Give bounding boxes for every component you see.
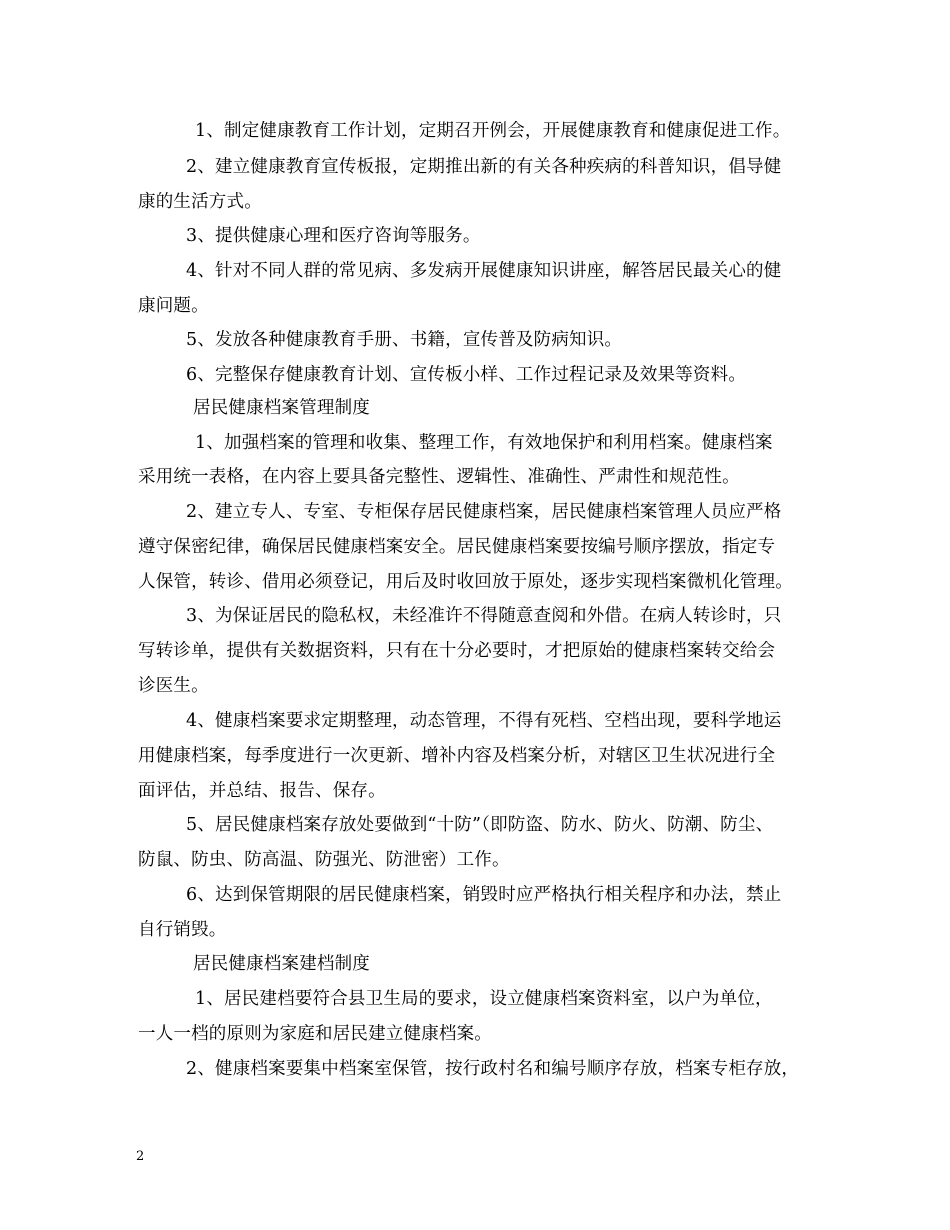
section-heading: 居民健康档案管理制度 (193, 398, 370, 418)
text-line: 写转诊单，提供有关数据资料，只有在十分必要时，才把原始的健康档案转交给会 (138, 641, 776, 661)
page-number: 2 (136, 1149, 145, 1164)
text-line: 2、建立健康教育宣传板报，定期推出新的有关各种疾病的科普知识，倡导健 (186, 157, 782, 177)
text-line: 遵守保密纪律，确保居民健康档案安全。居民健康档案要按编号顺序摆放，指定专 (138, 537, 776, 557)
text-line: 5、居民健康档案存放处要做到“十防”（即防盗、防水、防火、防潮、防尘、 (186, 815, 774, 835)
text-line: 人保管，转诊、借用必须登记，用后及时收回放于原处，逐步实现档案微机化管理。 (138, 572, 793, 592)
text-line: 康的生活方式。 (138, 192, 262, 212)
text-line: 2、建立专人、专室、专柜保存居民健康档案，居民健康档案管理人员应严格 (186, 502, 782, 522)
text-line: 自行销毁。 (138, 920, 227, 940)
text-line: 6、达到保管期限的居民健康档案，销毁时应严格执行相关程序和办法，禁止 (186, 885, 782, 905)
text-line: 诊医生。 (138, 676, 209, 696)
text-line: 采用统一表格，在内容上要具备完整性、逻辑性、准确性、严肃性和规范性。 (138, 467, 740, 487)
text-line: 3、为保证居民的隐私权，未经准许不得随意查阅和外借。在病人转诊时，只 (186, 606, 782, 626)
text-line: 4、针对不同人群的常见病、多发病开展健康知识讲座，解答居民最关心的健 (186, 261, 782, 281)
text-line: 6、完整保存健康教育计划、宣传板小样、工作过程记录及效果等资料。 (186, 365, 747, 385)
text-line: 5、发放各种健康教育手册、书籍，宣传普及防病知识。 (186, 330, 623, 350)
text-line: 面评估，并总结、报告、保存。 (138, 781, 386, 801)
text-line: 2、健康档案要集中档案室保管，按行政村名和编号顺序存放，档案专柜存放， (186, 1059, 800, 1079)
text-line: 用健康档案，每季度进行一次更新、增补内容及档案分析，对辖区卫生状况进行全 (138, 746, 776, 766)
text-line: 4、健康档案要求定期整理，动态管理，不得有死档、空档出现，要科学地运 (186, 711, 782, 731)
text-line: 1、加强档案的管理和收集、整理工作，有效地保护和利用档案。健康档案 (195, 433, 773, 453)
section-heading: 居民健康档案建档制度 (193, 954, 370, 974)
text-line: 一人一档的原则为家庭和居民建立健康档案。 (138, 1024, 492, 1044)
text-line: 1、居民建档要符合县卫生局的要求，设立健康档案资料室，以户为单位， (195, 989, 773, 1009)
text-line: 3、提供健康心理和医疗咨询等服务。 (186, 226, 481, 246)
text-line: 防鼠、防虫、防高温、防强光、防泄密）工作。 (138, 850, 510, 870)
text-line: 康问题。 (138, 296, 209, 316)
text-line: 1、制定健康教育工作计划，定期召开例会，开展健康教育和健康促进工作。 (195, 121, 791, 141)
